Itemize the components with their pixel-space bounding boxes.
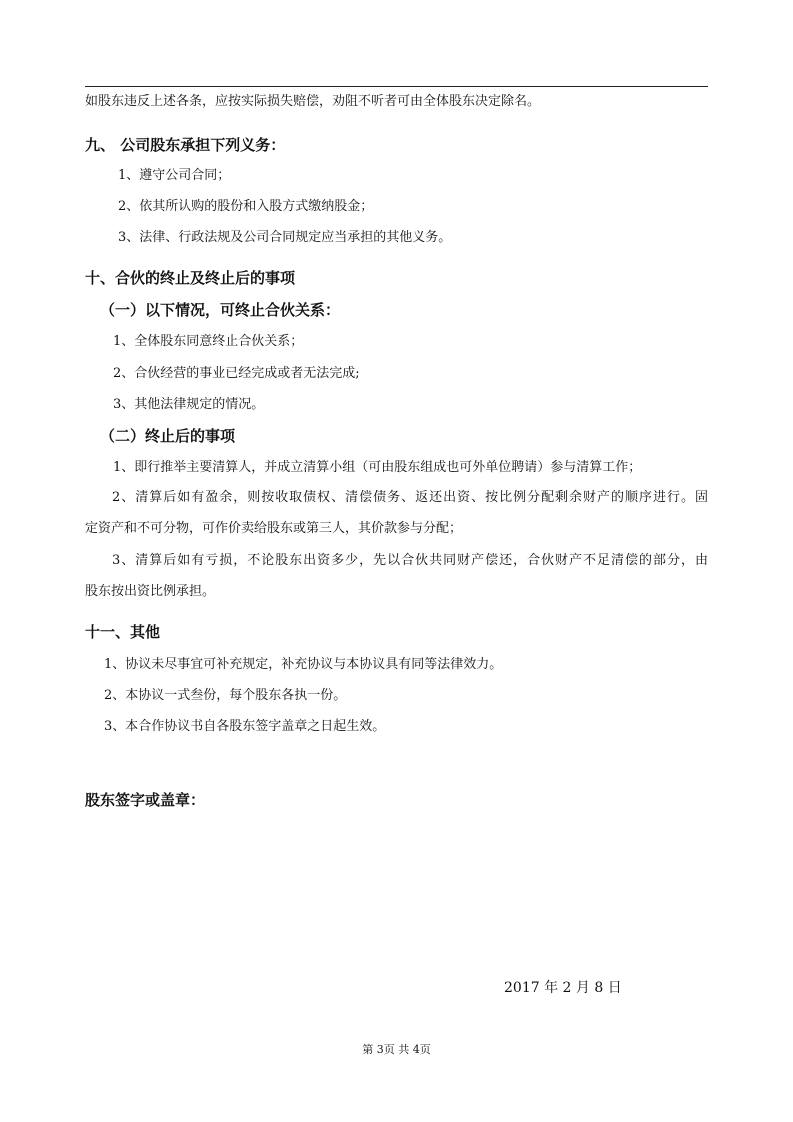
section-10-sub-1-item-2: 2、合伙经营的事业已经完成或者无法完成; (113, 366, 360, 381)
section-11-item-3: 3、本合作协议书自各股东签字盖章之日起生效。 (104, 719, 386, 734)
section-9-item-2: 2、依其所认购的股份和入股方式缴纳股金； (118, 199, 374, 214)
section-10-sub-1-item-1: 1、全体股东同意终止合伙关系； (113, 334, 304, 349)
section-10-title: 十、合伙的终止及终止后的事项 (85, 269, 296, 287)
section-10-sub-1-title: （一）以下情况，可终止合伙关系： (100, 301, 341, 319)
page-footer: 第 3页 共 4页 (362, 1043, 431, 1056)
section-10-sub-2-item-1: 1、即行推举主要清算人，并成立清算小组（可由股东组成也可外单位聘请）参与清算工作； (113, 460, 642, 475)
section-11-item-1: 1、协议未尽事宜可补充规定，补充协议与本协议具有同等法律效力。 (104, 657, 503, 672)
section-10-sub-1-item-3: 3、其他法律规定的情况。 (113, 397, 265, 412)
section-10-sub-2-item-3-line-1: 3、清算后如有亏损，不论股东出资多少，先以合伙共同财产偿还，合伙财产不足清偿的部分，由 (112, 553, 708, 568)
signature-label: 股东签字或盖章： (85, 791, 206, 809)
intro-line: 如股东违反上述各条，应按实际损失赔偿，劝阻不听者可由全体股东决定除名。 (85, 94, 541, 109)
section-10-sub-2-item-2-line-2: 定资产和不可分物，可作价卖给股东或第三人，其价款参与分配； (85, 521, 463, 536)
section-10-sub-2-title: （二）终止后的事项 (100, 427, 236, 445)
section-9-item-1: 1、遵守公司合同； (118, 168, 231, 183)
section-11-title: 十一、其他 (85, 623, 161, 641)
section-11-item-2: 2、本协议一式叁份，每个股东各执一份。 (104, 688, 347, 703)
section-10-sub-2-item-3-line-2: 股东按出资比例承担。 (85, 584, 216, 599)
section-9-item-3: 3、法律、行政法规及公司合同规定应当承担的其他义务。 (118, 230, 452, 245)
header-rule (85, 86, 708, 87)
signing-date: 2017 年 2 月 8 日 (504, 980, 622, 996)
section-10-sub-2-item-2-line-1: 2、清算后如有盈余，则按收取债权、清偿债务、返还出资、按比例分配剩余财产的顺序进行。固 (112, 490, 708, 505)
section-9-title: 九、 公司股东承担下列义务： (85, 136, 286, 154)
